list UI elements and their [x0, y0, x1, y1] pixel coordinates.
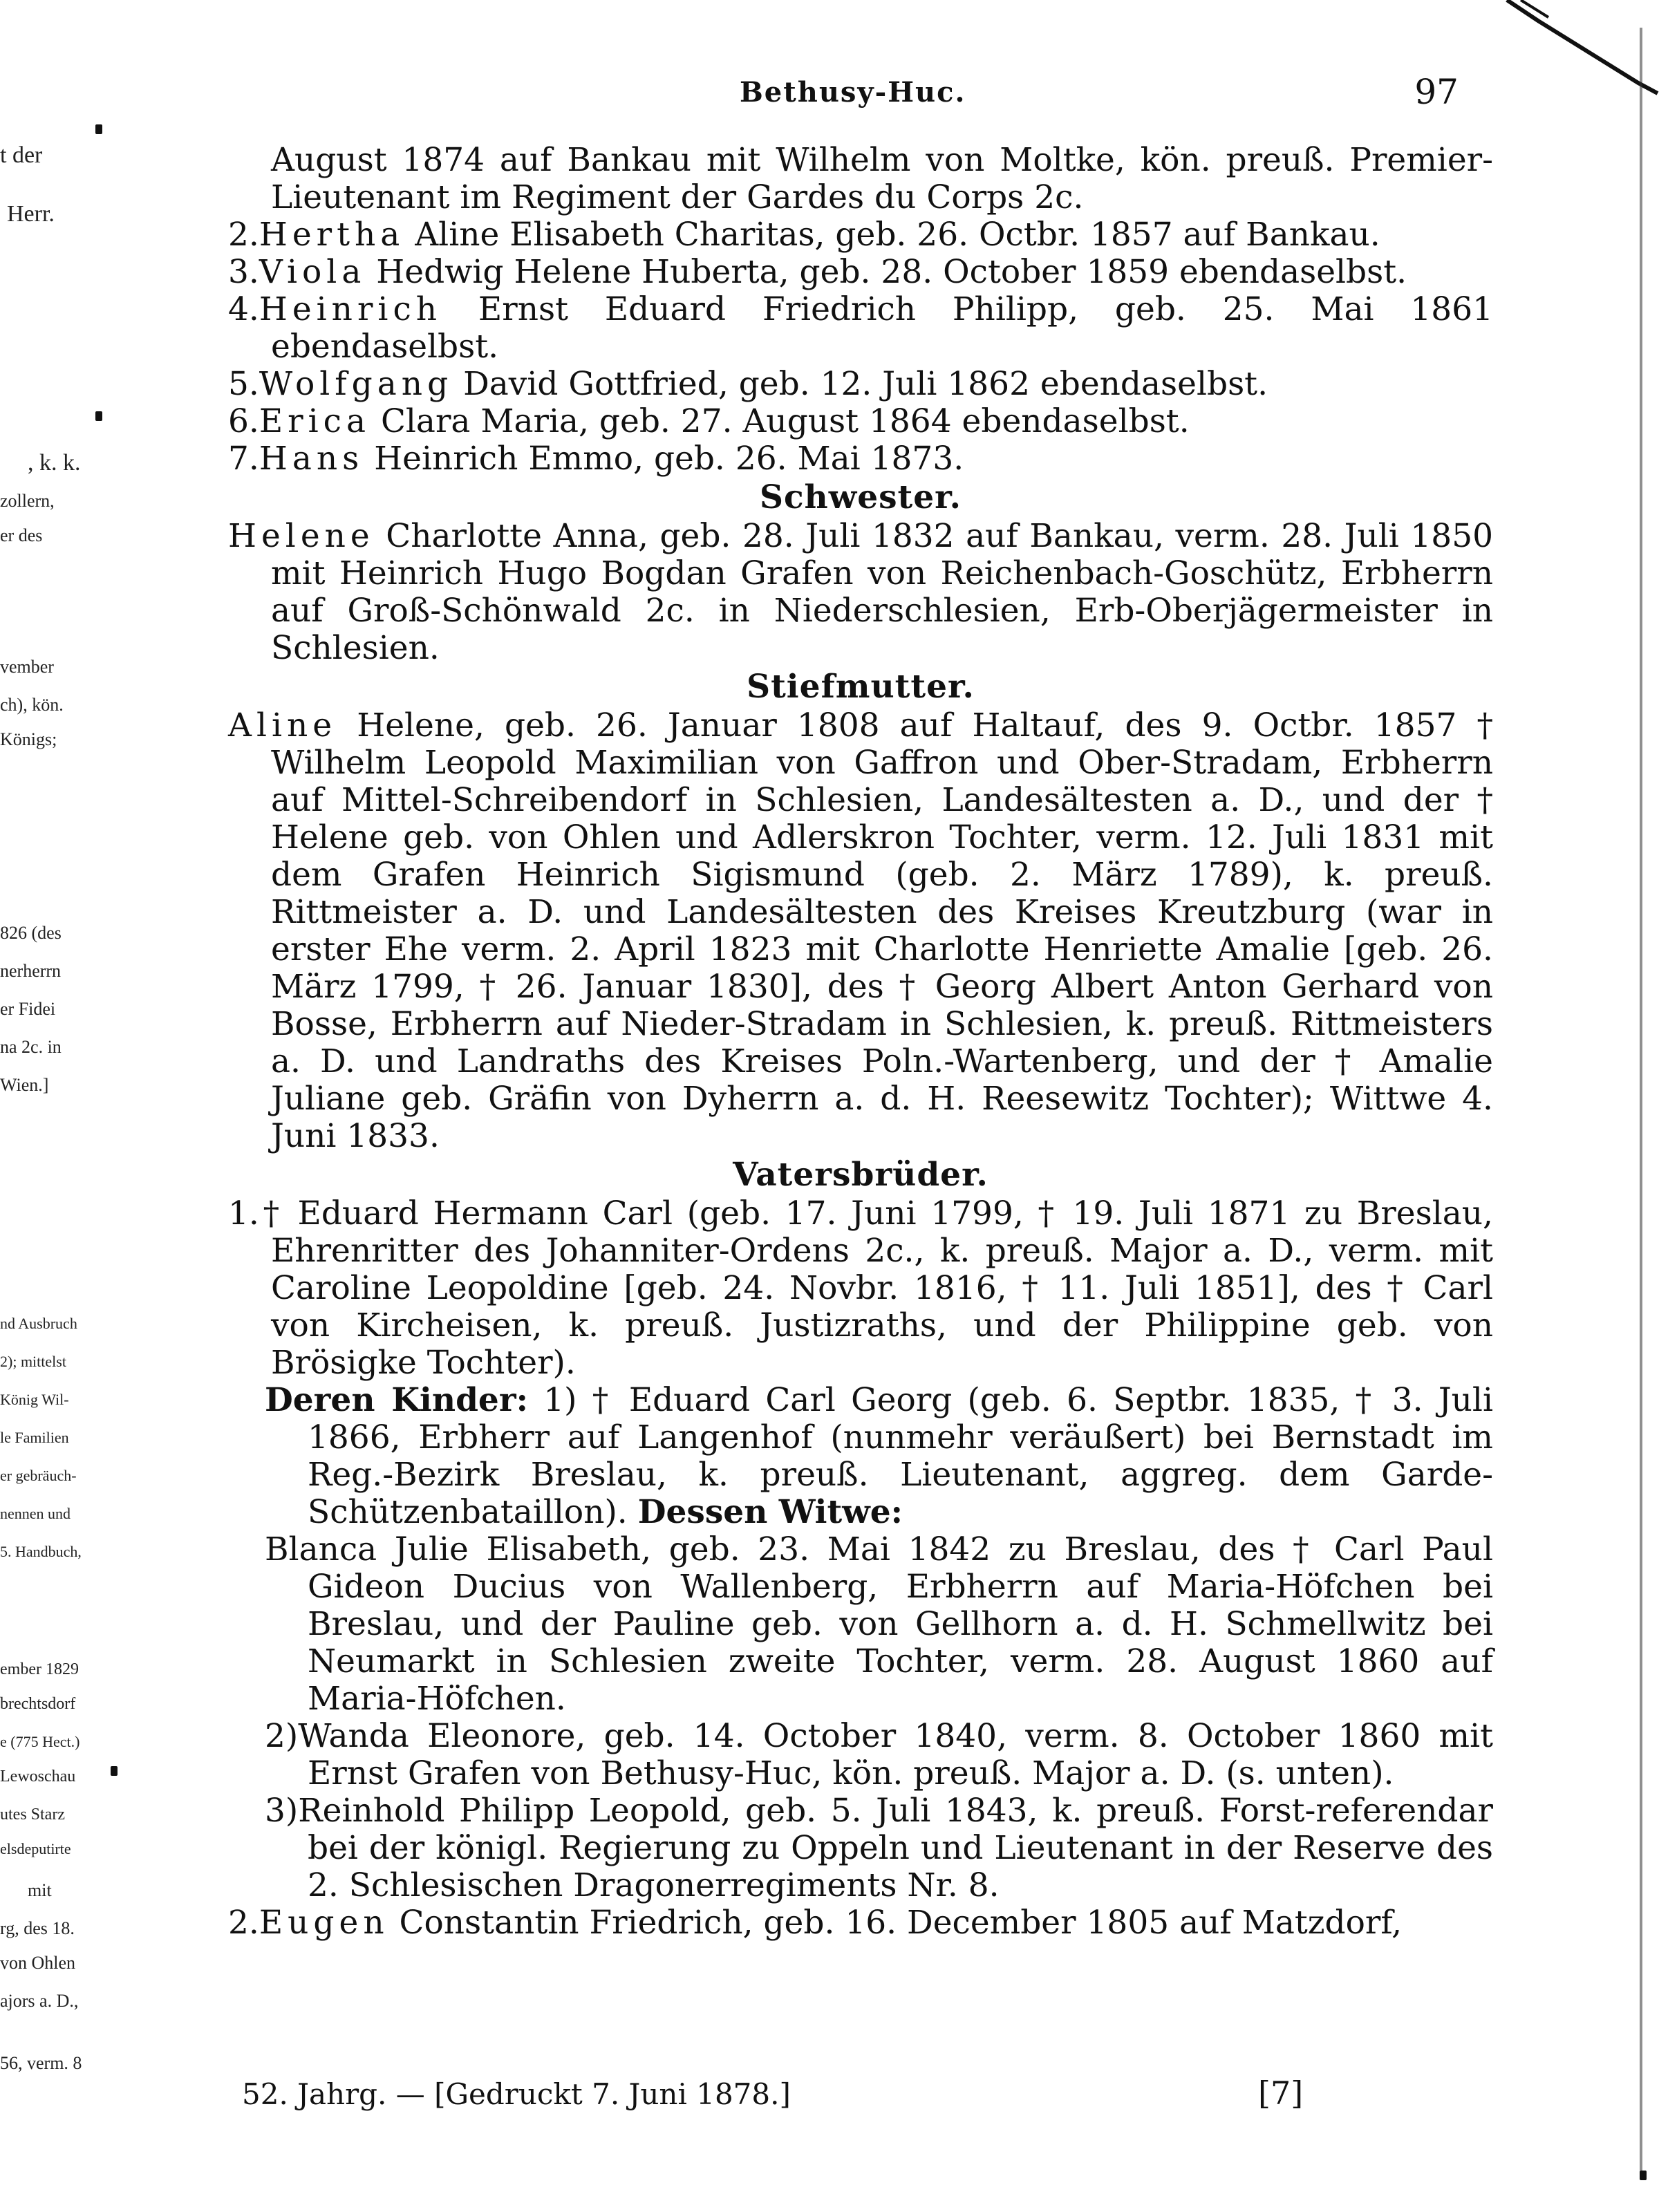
margin-fragment: utes Starz [0, 1806, 65, 1824]
margin-fragment: 2); mittelst [0, 1353, 66, 1370]
entry-name: Heinrich [259, 290, 442, 328]
kind-entry [228, 1792, 1493, 1904]
entry-text: Charlotte Anna, geb. 28. Juli 1832 auf Bankau, verm. 28. Juli 1850 mit Heinrich Hugo Bogdan Grafen von Reichenbach-Goschütz, Erbherrn auf Groß-Schönwald 2c. in Niederschlesien, Erb-Oberjägermeister in Schlesien. [271, 517, 1493, 667]
margin-fragment: Wien.] [0, 1075, 49, 1095]
child-entry [228, 291, 1493, 366]
page-number: 97 [1414, 72, 1459, 112]
child-entry [228, 254, 1493, 291]
entry-number: 7. [228, 440, 259, 478]
margin-fragment: er gebräuch- [0, 1467, 77, 1484]
child-entry [228, 216, 1493, 254]
child-entry [228, 366, 1493, 403]
margin-fragment: ajors a. D., [0, 1991, 79, 2011]
schwester-entry [228, 518, 1493, 667]
entry-number: 2. [228, 1904, 259, 1942]
entry-text: Hedwig Helene Huberta, geb. 28. October 1859 ebendaselbst. [366, 253, 1407, 291]
margin-fragment: na 2c. in [0, 1037, 62, 1057]
page-footer [242, 2074, 1417, 2119]
intro-paragraph: August 1874 auf Bankau mit Wilhelm von Moltke, kön. preuß. Premier-Lieutenant im Regiment der Gardes du Corps 2c. [271, 141, 1493, 216]
margin-fragment: nerherrn [0, 961, 62, 981]
entry-number: 3. [228, 253, 259, 291]
margin-fragment: nennen und [0, 1505, 71, 1522]
margin-fragment: le Familien [0, 1429, 69, 1446]
entry-number: 4. [228, 290, 259, 328]
witwe-entry: Blanca Julie Elisabeth, geb. 23. Mai 1842 zu Breslau, des † Carl Paul Gideon Ducius von Wallenberg, Erbherrn auf Maria-Höfchen bei Breslau, und der Pauline geb. von Gellhorn a. d. H. Schmellwitz bei Neumarkt in Schlesien zweite Tochter, verm. 28. August 1860 auf Maria-Höfchen. [265, 1530, 1493, 1718]
footer-print-note: 52. Jahrg. — [Gedruckt 7. Juni 1878.] [242, 2077, 791, 2111]
left-margin-fragments [0, 0, 138, 2212]
section-heading-vatersbrueder: Vatersbrüder. [733, 1156, 988, 1194]
child-entry [228, 440, 1493, 478]
margin-fragment: ch), kön. [0, 695, 64, 715]
entry-name: Hans [259, 440, 364, 478]
margin-fragment: Lewoschau [0, 1768, 76, 1785]
entry-number: 2) [265, 1717, 299, 1755]
footer-signature: [7] [1258, 2074, 1304, 2112]
entry-text: Aline Elisabeth Charitas, geb. 26. Octbr. 1857 auf Bankau. [404, 216, 1380, 254]
margin-fragment: ember 1829 [0, 1660, 79, 1678]
deren-kinder-label: Deren Kinder: [265, 1381, 528, 1419]
entry-text: Ernst Eduard Friedrich Philipp, geb. 25. Mai 1861 ebendaselbst. [271, 290, 1493, 366]
entry-name: Helene [228, 517, 375, 555]
entry-text: † Eduard Hermann Carl (geb. 17. Juni 1799, † 19. Juli 1871 zu Breslau, Ehrenritter des Johanniter-Ordens 2c., k. preuß. Major a. D., verm. mit Caroline Leopoldine [geb. 24. Novbr. 1816, † 11. Juli 1851], des † Carl von Kircheisen, k. preuß. Justizraths, und der Philippine geb. von Brösigke Tochter). [259, 1194, 1493, 1382]
entry-number: 6. [228, 402, 259, 440]
dessen-witwe-label: Dessen Witwe: [637, 1493, 903, 1531]
entry-number: 5. [228, 365, 259, 403]
entry-text: Heinrich Emmo, geb. 26. Mai 1873. [364, 440, 964, 478]
child-entry [228, 403, 1493, 440]
entry-text: Wanda Eleonore, geb. 14. October 1840, verm. 8. October 1860 mit Ernst Grafen von Bethusy-Huc, kön. preuß. Major a. D. (s. unten). [298, 1717, 1493, 1792]
margin-fragment: t der [0, 142, 43, 168]
section-heading-stiefmutter: Stiefmutter. [747, 668, 975, 706]
vatersbruder-entry [228, 1195, 1493, 1382]
margin-dot [95, 411, 102, 421]
margin-fragment: 5. Handbuch, [0, 1543, 82, 1560]
margin-fragment: , k. k. [28, 450, 81, 476]
stiefmutter-entry [228, 707, 1493, 1155]
margin-fragment: er Fidei [0, 999, 56, 1019]
margin-fragment: 56, verm. 8 [0, 2053, 82, 2073]
deren-kinder-entry [228, 1382, 1493, 1531]
margin-fragment: brechtsdorf [0, 1695, 76, 1713]
entry-name: Eugen [259, 1904, 389, 1942]
margin-fragment: vember [0, 657, 54, 677]
entry-name: Viola [259, 253, 366, 291]
margin-fragment: Königs; [0, 729, 57, 749]
margin-fragment: 826 (des [0, 923, 62, 943]
margin-dot [111, 1766, 118, 1776]
margin-fragment: elsdeputirte [0, 1840, 71, 1857]
header-title: Bethusy-Huc. [740, 76, 966, 109]
entry-text: Clara Maria, geb. 27. August 1864 ebendaselbst. [371, 402, 1190, 440]
entry-text: Constantin Friedrich, geb. 16. December 1805 auf Matzdorf, [388, 1904, 1403, 1942]
margin-fragment: nd Ausbruch [0, 1315, 77, 1332]
main-text-column [228, 142, 1493, 1942]
entry-text: Reinhold Philipp Leopold, geb. 5. Juli 1843, k. preuß. Forst-referendar bei der königl. Regierung zu Oppeln und Lieutenant in der Reserve des 2. Schlesischen Dragonerregiments Nr. 8. [298, 1792, 1493, 1904]
margin-fragment: rg, des 18. [0, 1918, 75, 1938]
margin-fragment: e (775 Hect.) [0, 1733, 80, 1750]
margin-fragment: Herr. [7, 201, 55, 227]
margin-fragment: zollern, [0, 491, 55, 511]
entry-name: Erica [259, 402, 371, 440]
entry-text: David Gottfried, geb. 12. Juli 1862 ebendaselbst. [453, 365, 1268, 403]
entry-number: 3) [265, 1792, 299, 1830]
running-header [242, 72, 1459, 118]
entry-name: Hertha [259, 216, 405, 254]
kind-entry [228, 1718, 1493, 1792]
entry-name: Aline [228, 706, 337, 744]
right-edge-line [1640, 28, 1642, 2171]
margin-fragment: König Wil- [0, 1391, 69, 1408]
entry-number: 1. [228, 1194, 259, 1232]
margin-dot [1640, 2171, 1647, 2180]
entry-text: Helene, geb. 26. Januar 1808 auf Haltauf, des 9. Octbr. 1857 † Wilhelm Leopold Maximilian von Gaffron und Ober-Stradam, Erbherrn auf Mittel-Schreibendorf in Schlesien, Landesältesten a. D., und der † Helene geb. von Ohlen und Adlerskron Tochter, verm. 12. Juli 1831 mit dem Grafen Heinrich Sigismund (geb. 2. März 1789), k. preuß. Rittmeister a. D. und Landesältesten des Kreises Kreutzburg (war in erster Ehe verm. 2. April 1823 mit Charlotte Henriette Amalie [geb. 26. März 1799, † 26. Januar 1830], des † Georg Albert Anton Gerhard von Bosse, Erbherrn auf Nieder-Stradam in Schlesien, k. preuß. Rittmeisters a. D. und Landraths des Kreises Poln.-Wartenberg, und der † Amalie Juliane geb. Gräfin von Dyherrn a. d. H. Reesewitz Tochter); Wittwe 4. Juni 1833. [271, 706, 1493, 1155]
entry-number: 2. [228, 216, 259, 254]
section-heading-schwester: Schwester. [760, 478, 962, 516]
entry-text: 1) † Eduard Carl Georg (geb. 6. Septbr. 1835, † 3. Juli 1866, Erbherr auf Langenhof (nunmehr veräußert) bei Bernstadt im Reg.-Bezirk Breslau, k. preuß. Lieutenant, aggreg. dem Garde-Schützenbataillon). [308, 1381, 1493, 1531]
margin-fragment: er des [0, 525, 43, 545]
margin-dot [95, 124, 102, 134]
corner-fold-mark [1500, 0, 1659, 111]
margin-fragment: mit [28, 1880, 52, 1900]
entry-name: Wolfgang [259, 365, 453, 403]
margin-fragment: von Ohlen [0, 1953, 76, 1973]
vatersbruder-entry [228, 1904, 1493, 1942]
